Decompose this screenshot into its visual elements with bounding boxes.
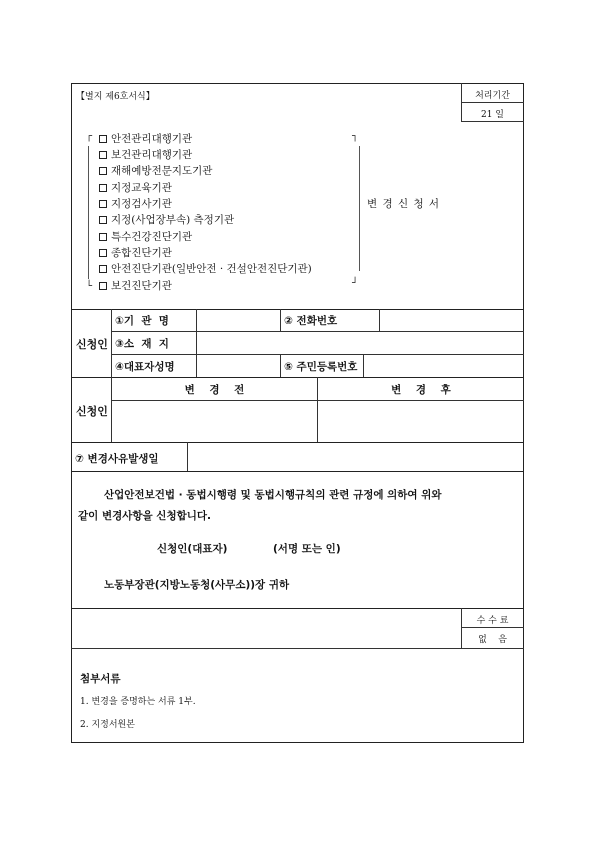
institution-item[interactable]: 특수건강진단기관 bbox=[99, 229, 192, 244]
resident-number-field[interactable] bbox=[364, 355, 523, 376]
change-before-header: 변 경 전 bbox=[184, 384, 245, 396]
resident-number-label: ⑤ 주민등록번호 bbox=[284, 361, 358, 373]
address-field[interactable] bbox=[197, 332, 523, 353]
institution-item[interactable]: 보건진단기관 bbox=[99, 278, 172, 293]
bracket-top-right: ┐ bbox=[352, 131, 359, 142]
change-after-header: 변 경 후 bbox=[391, 384, 451, 396]
section-divider bbox=[71, 608, 524, 609]
form-label: 【별지 제6호서식】 bbox=[76, 92, 155, 102]
reason-date-label: ⑦ 변경사유발생일 bbox=[75, 453, 159, 465]
processing-period-value: 21 일 bbox=[480, 110, 504, 120]
representative-field[interactable] bbox=[197, 355, 279, 376]
checkbox[interactable] bbox=[99, 135, 107, 143]
attachment-item: 2. 지정서원본 bbox=[80, 720, 135, 730]
col-divider bbox=[111, 309, 112, 377]
statement-line-2: 같이 변경사항을 신청합니다. bbox=[78, 510, 212, 522]
bracket-bottom-right: ┘ bbox=[352, 278, 359, 289]
institution-item[interactable]: 지정교육기관 bbox=[99, 180, 172, 195]
phone-label: ② 전화번호 bbox=[284, 315, 338, 327]
fee-value: 없 음 bbox=[478, 635, 507, 645]
fee-label: 수 수 료 bbox=[476, 616, 509, 626]
form-title: 변 경 신 청 서 bbox=[367, 198, 441, 210]
checkbox[interactable] bbox=[99, 151, 107, 159]
addressee: 노동부장관(지방노동청(사무소))장 귀하 bbox=[104, 579, 290, 591]
institution-item[interactable]: 안전관리대행기관 bbox=[99, 131, 192, 146]
section-divider bbox=[71, 377, 524, 378]
institution-name-label: ①기 관 명 bbox=[115, 315, 169, 327]
institution-item[interactable]: 안전진단기관(일반안전 · 건설안전진단기관) bbox=[99, 261, 312, 276]
institution-item[interactable]: 지정(사업장부속) 측정기관 bbox=[99, 212, 234, 227]
signature-label: 신청인(대표자) bbox=[157, 543, 228, 555]
institution-item[interactable]: 지정검사기관 bbox=[99, 196, 172, 211]
col-divider bbox=[280, 309, 281, 331]
checkbox[interactable] bbox=[99, 265, 107, 273]
reason-date-field[interactable] bbox=[188, 443, 523, 470]
bracket-bottom-left: └ bbox=[86, 281, 93, 292]
checkbox[interactable] bbox=[99, 167, 107, 175]
checkbox[interactable] bbox=[99, 200, 107, 208]
bracket-top-left: ┌ bbox=[86, 131, 93, 142]
address-label: ③소 재 지 bbox=[115, 338, 169, 350]
checkbox[interactable] bbox=[99, 216, 107, 224]
checkbox[interactable] bbox=[99, 249, 107, 257]
fee-box-bottom bbox=[71, 648, 524, 649]
processing-box-bottom bbox=[461, 121, 524, 122]
bracket-left-line bbox=[88, 146, 89, 279]
change-after-field[interactable] bbox=[318, 401, 523, 441]
checkbox[interactable] bbox=[99, 184, 107, 192]
representative-label: ④대표자성명 bbox=[115, 361, 175, 373]
institution-item[interactable]: 보건관리대행기관 bbox=[99, 147, 192, 162]
applicant-label-2: 신청인 bbox=[76, 405, 108, 418]
attachment-item: 1. 변경을 증명하는 서류 1부. bbox=[80, 697, 196, 707]
processing-box-divider bbox=[461, 102, 524, 103]
phone-field[interactable] bbox=[380, 310, 523, 330]
signature-mark: (서명 또는 인) bbox=[273, 543, 341, 555]
processing-period-label: 처리기간 bbox=[475, 91, 510, 101]
institution-item[interactable]: 종합진단기관 bbox=[99, 245, 172, 260]
col-divider bbox=[280, 354, 281, 377]
fee-box-divider bbox=[461, 627, 524, 628]
checkbox[interactable] bbox=[99, 282, 107, 290]
attachments-title: 첨부서류 bbox=[80, 673, 121, 685]
checkbox[interactable] bbox=[99, 233, 107, 241]
statement-line-1: 산업안전보건법 · 동법시행령 및 동법시행규칙의 관련 규정에 의하여 위와 bbox=[104, 489, 442, 501]
bracket-right-line bbox=[359, 146, 360, 271]
institution-name-field[interactable] bbox=[197, 310, 279, 330]
section-divider bbox=[71, 471, 524, 472]
institution-item[interactable]: 재해예방전문지도기관 bbox=[99, 163, 212, 178]
change-before-field[interactable] bbox=[112, 401, 316, 441]
applicant-label: 신청인 bbox=[76, 338, 108, 351]
